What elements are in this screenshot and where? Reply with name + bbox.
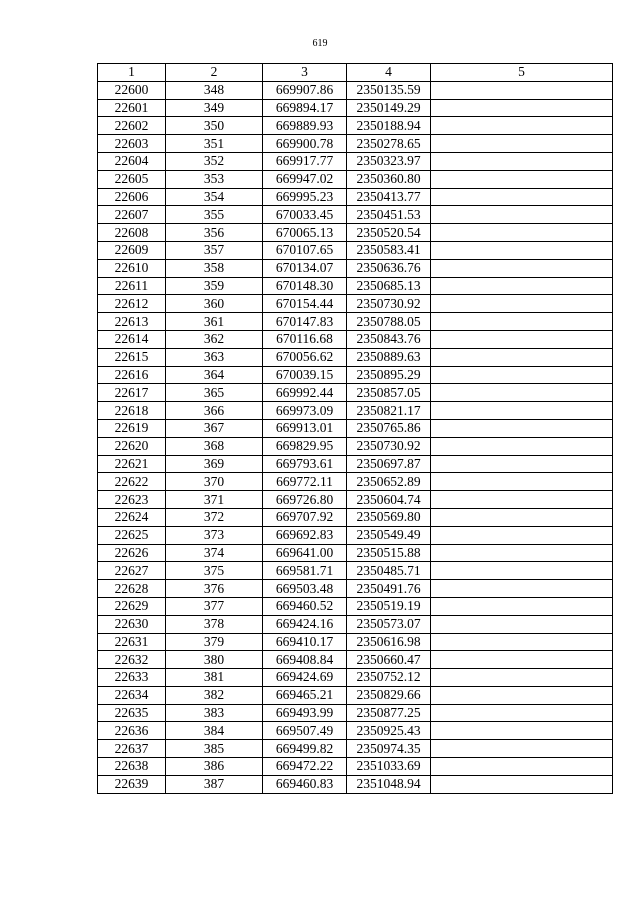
header-cell-2: 2 [166, 64, 263, 82]
y-coordinate-cell: 2350360.80 [347, 170, 431, 188]
y-coordinate-cell: 2351048.94 [347, 775, 431, 793]
notes-cell [431, 259, 613, 277]
table-row [98, 170, 613, 188]
point-id-cell: 22610 [98, 259, 166, 277]
table-row [98, 740, 613, 758]
notes-cell [431, 330, 613, 348]
notes-cell [431, 366, 613, 384]
table-row [98, 437, 613, 455]
x-coordinate-cell: 669503.48 [263, 580, 347, 598]
notes-cell [431, 758, 613, 776]
table-row [98, 384, 613, 402]
number-cell: 384 [166, 722, 263, 740]
point-id-cell: 22604 [98, 152, 166, 170]
x-coordinate-cell: 669889.93 [263, 117, 347, 135]
number-cell: 370 [166, 473, 263, 491]
y-coordinate-cell: 2350974.35 [347, 740, 431, 758]
point-id-cell: 22601 [98, 99, 166, 117]
y-coordinate-cell: 2350685.13 [347, 277, 431, 295]
point-id-cell: 22608 [98, 224, 166, 242]
point-id-cell: 22606 [98, 188, 166, 206]
notes-cell [431, 580, 613, 598]
table-row [98, 348, 613, 366]
number-cell: 367 [166, 419, 263, 437]
number-cell: 348 [166, 81, 263, 99]
notes-cell [431, 437, 613, 455]
notes-cell [431, 740, 613, 758]
number-cell: 373 [166, 526, 263, 544]
notes-cell [431, 669, 613, 687]
number-cell: 372 [166, 508, 263, 526]
x-coordinate-cell: 669829.95 [263, 437, 347, 455]
header-cell-5: 5 [431, 64, 613, 82]
table-row [98, 455, 613, 473]
number-cell: 368 [166, 437, 263, 455]
y-coordinate-cell: 2350451.53 [347, 206, 431, 224]
x-coordinate-cell: 670148.30 [263, 277, 347, 295]
x-coordinate-cell: 669410.17 [263, 633, 347, 651]
table-row [98, 651, 613, 669]
point-id-cell: 22625 [98, 526, 166, 544]
y-coordinate-cell: 2350697.87 [347, 455, 431, 473]
header-cell-3: 3 [263, 64, 347, 82]
table-row [98, 491, 613, 509]
point-id-cell: 22607 [98, 206, 166, 224]
number-cell: 377 [166, 597, 263, 615]
table-row [98, 99, 613, 117]
table-row [98, 277, 613, 295]
number-cell: 355 [166, 206, 263, 224]
point-id-cell: 22622 [98, 473, 166, 491]
table-row [98, 633, 613, 651]
y-coordinate-cell: 2350895.29 [347, 366, 431, 384]
notes-cell [431, 508, 613, 526]
x-coordinate-cell: 670116.68 [263, 330, 347, 348]
point-id-cell: 22619 [98, 419, 166, 437]
point-id-cell: 22637 [98, 740, 166, 758]
header-cell-1: 1 [98, 64, 166, 82]
point-id-cell: 22624 [98, 508, 166, 526]
notes-cell [431, 135, 613, 153]
y-coordinate-cell: 2350788.05 [347, 313, 431, 331]
x-coordinate-cell: 669581.71 [263, 562, 347, 580]
y-coordinate-cell: 2350730.92 [347, 295, 431, 313]
notes-cell [431, 188, 613, 206]
point-id-cell: 22614 [98, 330, 166, 348]
y-coordinate-cell: 2351033.69 [347, 758, 431, 776]
header-row [98, 64, 613, 82]
point-id-cell: 22605 [98, 170, 166, 188]
table-row [98, 330, 613, 348]
table-row [98, 508, 613, 526]
number-cell: 387 [166, 775, 263, 793]
number-cell: 376 [166, 580, 263, 598]
y-coordinate-cell: 2350149.29 [347, 99, 431, 117]
table-row [98, 224, 613, 242]
point-id-cell: 22635 [98, 704, 166, 722]
x-coordinate-cell: 669973.09 [263, 402, 347, 420]
number-cell: 353 [166, 170, 263, 188]
notes-cell [431, 313, 613, 331]
number-cell: 352 [166, 152, 263, 170]
x-coordinate-cell: 669913.01 [263, 419, 347, 437]
number-cell: 351 [166, 135, 263, 153]
point-id-cell: 22603 [98, 135, 166, 153]
notes-cell [431, 455, 613, 473]
point-id-cell: 22613 [98, 313, 166, 331]
point-id-cell: 22636 [98, 722, 166, 740]
y-coordinate-cell: 2350829.66 [347, 686, 431, 704]
number-cell: 366 [166, 402, 263, 420]
notes-cell [431, 170, 613, 188]
y-coordinate-cell: 2350583.41 [347, 241, 431, 259]
notes-cell [431, 241, 613, 259]
y-coordinate-cell: 2350520.54 [347, 224, 431, 242]
number-cell: 378 [166, 615, 263, 633]
notes-cell [431, 99, 613, 117]
notes-cell [431, 775, 613, 793]
y-coordinate-cell: 2350752.12 [347, 669, 431, 687]
point-id-cell: 22600 [98, 81, 166, 99]
notes-cell [431, 384, 613, 402]
point-id-cell: 22633 [98, 669, 166, 687]
y-coordinate-cell: 2350573.07 [347, 615, 431, 633]
table-row [98, 758, 613, 776]
point-id-cell: 22629 [98, 597, 166, 615]
x-coordinate-cell: 670154.44 [263, 295, 347, 313]
number-cell: 379 [166, 633, 263, 651]
table-row [98, 259, 613, 277]
number-cell: 375 [166, 562, 263, 580]
notes-cell [431, 633, 613, 651]
x-coordinate-cell: 669465.21 [263, 686, 347, 704]
x-coordinate-cell: 670039.15 [263, 366, 347, 384]
table-row [98, 313, 613, 331]
point-id-cell: 22628 [98, 580, 166, 598]
x-coordinate-cell: 669907.86 [263, 81, 347, 99]
table-row [98, 526, 613, 544]
table-body [98, 81, 613, 793]
x-coordinate-cell: 670147.83 [263, 313, 347, 331]
x-coordinate-cell: 669793.61 [263, 455, 347, 473]
notes-cell [431, 544, 613, 562]
y-coordinate-cell: 2350821.17 [347, 402, 431, 420]
x-coordinate-cell: 669493.99 [263, 704, 347, 722]
point-id-cell: 22611 [98, 277, 166, 295]
table-row [98, 117, 613, 135]
x-coordinate-cell: 669917.77 [263, 152, 347, 170]
y-coordinate-cell: 2350889.63 [347, 348, 431, 366]
y-coordinate-cell: 2350857.05 [347, 384, 431, 402]
notes-cell [431, 402, 613, 420]
table-row [98, 473, 613, 491]
y-coordinate-cell: 2350188.94 [347, 117, 431, 135]
x-coordinate-cell: 669424.16 [263, 615, 347, 633]
x-coordinate-cell: 669894.17 [263, 99, 347, 117]
point-id-cell: 22634 [98, 686, 166, 704]
y-coordinate-cell: 2350730.92 [347, 437, 431, 455]
table-row [98, 615, 613, 633]
number-cell: 365 [166, 384, 263, 402]
x-coordinate-cell: 669692.83 [263, 526, 347, 544]
y-coordinate-cell: 2350843.76 [347, 330, 431, 348]
number-cell: 371 [166, 491, 263, 509]
y-coordinate-cell: 2350549.49 [347, 526, 431, 544]
notes-cell [431, 491, 613, 509]
table-row [98, 402, 613, 420]
number-cell: 357 [166, 241, 263, 259]
notes-cell [431, 686, 613, 704]
y-coordinate-cell: 2350485.71 [347, 562, 431, 580]
point-id-cell: 22623 [98, 491, 166, 509]
number-cell: 358 [166, 259, 263, 277]
x-coordinate-cell: 669460.52 [263, 597, 347, 615]
number-cell: 380 [166, 651, 263, 669]
x-coordinate-cell: 669408.84 [263, 651, 347, 669]
y-coordinate-cell: 2350877.25 [347, 704, 431, 722]
notes-cell [431, 224, 613, 242]
table-row [98, 295, 613, 313]
table-row [98, 135, 613, 153]
x-coordinate-cell: 669947.02 [263, 170, 347, 188]
point-id-cell: 22621 [98, 455, 166, 473]
notes-cell [431, 651, 613, 669]
notes-cell [431, 526, 613, 544]
number-cell: 364 [166, 366, 263, 384]
number-cell: 350 [166, 117, 263, 135]
number-cell: 362 [166, 330, 263, 348]
notes-cell [431, 206, 613, 224]
x-coordinate-cell: 669995.23 [263, 188, 347, 206]
x-coordinate-cell: 669472.22 [263, 758, 347, 776]
x-coordinate-cell: 669707.92 [263, 508, 347, 526]
point-id-cell: 22620 [98, 437, 166, 455]
table-row [98, 580, 613, 598]
point-id-cell: 22617 [98, 384, 166, 402]
point-id-cell: 22609 [98, 241, 166, 259]
y-coordinate-cell: 2350604.74 [347, 491, 431, 509]
notes-cell [431, 152, 613, 170]
x-coordinate-cell: 669499.82 [263, 740, 347, 758]
point-id-cell: 22618 [98, 402, 166, 420]
number-cell: 356 [166, 224, 263, 242]
notes-cell [431, 704, 613, 722]
table-row [98, 544, 613, 562]
notes-cell [431, 597, 613, 615]
table-row [98, 81, 613, 99]
number-cell: 386 [166, 758, 263, 776]
table-row [98, 686, 613, 704]
point-id-cell: 22630 [98, 615, 166, 633]
table-row [98, 704, 613, 722]
notes-cell [431, 722, 613, 740]
header-cell-4: 4 [347, 64, 431, 82]
y-coordinate-cell: 2350569.80 [347, 508, 431, 526]
number-cell: 382 [166, 686, 263, 704]
notes-cell [431, 277, 613, 295]
x-coordinate-cell: 670134.07 [263, 259, 347, 277]
y-coordinate-cell: 2350519.19 [347, 597, 431, 615]
point-id-cell: 22612 [98, 295, 166, 313]
x-coordinate-cell: 670065.13 [263, 224, 347, 242]
table-row [98, 597, 613, 615]
number-cell: 383 [166, 704, 263, 722]
point-id-cell: 22615 [98, 348, 166, 366]
notes-cell [431, 81, 613, 99]
x-coordinate-cell: 669460.83 [263, 775, 347, 793]
x-coordinate-cell: 669641.00 [263, 544, 347, 562]
x-coordinate-cell: 669424.69 [263, 669, 347, 687]
point-id-cell: 22632 [98, 651, 166, 669]
table-row [98, 241, 613, 259]
y-coordinate-cell: 2350660.47 [347, 651, 431, 669]
notes-cell [431, 562, 613, 580]
x-coordinate-cell: 669726.80 [263, 491, 347, 509]
notes-cell [431, 295, 613, 313]
x-coordinate-cell: 670107.65 [263, 241, 347, 259]
y-coordinate-cell: 2350491.76 [347, 580, 431, 598]
y-coordinate-cell: 2350515.88 [347, 544, 431, 562]
number-cell: 363 [166, 348, 263, 366]
y-coordinate-cell: 2350135.59 [347, 81, 431, 99]
x-coordinate-cell: 669772.11 [263, 473, 347, 491]
table-row [98, 775, 613, 793]
notes-cell [431, 473, 613, 491]
page-number: 619 [312, 38, 328, 49]
number-cell: 385 [166, 740, 263, 758]
number-cell: 381 [166, 669, 263, 687]
point-id-cell: 22627 [98, 562, 166, 580]
y-coordinate-cell: 2350652.89 [347, 473, 431, 491]
point-id-cell: 22602 [98, 117, 166, 135]
table-row [98, 562, 613, 580]
x-coordinate-cell: 670056.62 [263, 348, 347, 366]
table-row [98, 722, 613, 740]
x-coordinate-cell: 669900.78 [263, 135, 347, 153]
point-id-cell: 22626 [98, 544, 166, 562]
number-cell: 369 [166, 455, 263, 473]
y-coordinate-cell: 2350925.43 [347, 722, 431, 740]
point-id-cell: 22639 [98, 775, 166, 793]
table-row [98, 419, 613, 437]
notes-cell [431, 117, 613, 135]
number-cell: 349 [166, 99, 263, 117]
number-cell: 359 [166, 277, 263, 295]
notes-cell [431, 419, 613, 437]
number-cell: 361 [166, 313, 263, 331]
number-cell: 354 [166, 188, 263, 206]
table-row [98, 152, 613, 170]
y-coordinate-cell: 2350616.98 [347, 633, 431, 651]
point-id-cell: 22638 [98, 758, 166, 776]
point-id-cell: 22616 [98, 366, 166, 384]
y-coordinate-cell: 2350413.77 [347, 188, 431, 206]
number-cell: 360 [166, 295, 263, 313]
x-coordinate-cell: 670033.45 [263, 206, 347, 224]
notes-cell [431, 348, 613, 366]
x-coordinate-cell: 669507.49 [263, 722, 347, 740]
coordinates-table [97, 63, 613, 794]
notes-cell [431, 615, 613, 633]
y-coordinate-cell: 2350765.86 [347, 419, 431, 437]
y-coordinate-cell: 2350278.65 [347, 135, 431, 153]
table-row [98, 669, 613, 687]
table-row [98, 206, 613, 224]
y-coordinate-cell: 2350323.97 [347, 152, 431, 170]
number-cell: 374 [166, 544, 263, 562]
y-coordinate-cell: 2350636.76 [347, 259, 431, 277]
point-id-cell: 22631 [98, 633, 166, 651]
table-row [98, 188, 613, 206]
table-row [98, 366, 613, 384]
x-coordinate-cell: 669992.44 [263, 384, 347, 402]
